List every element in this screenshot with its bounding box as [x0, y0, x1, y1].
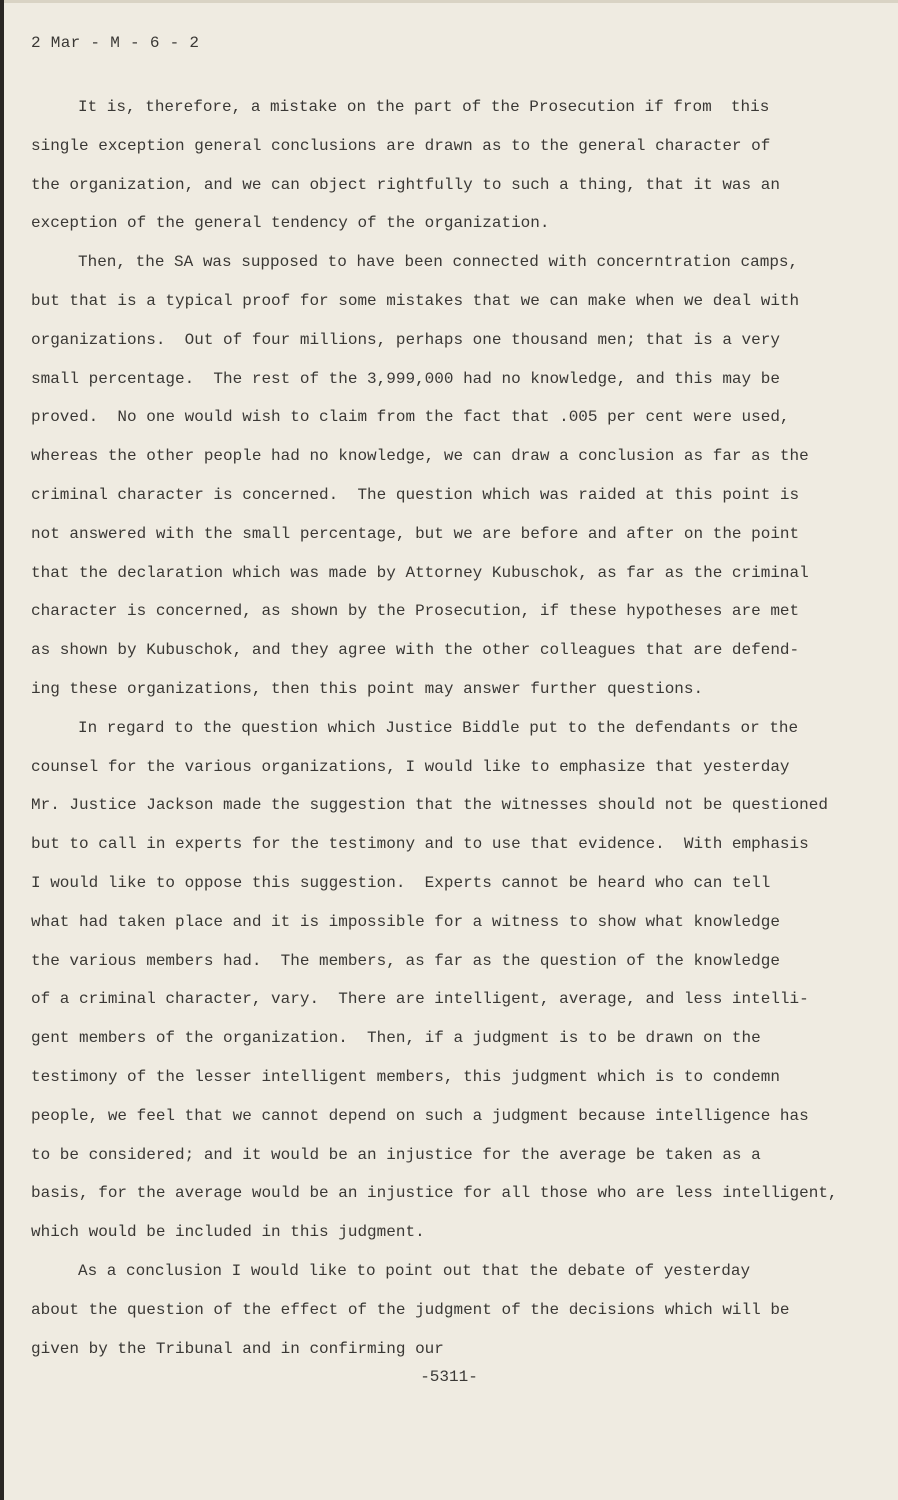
text-line: As a conclusion I would like to point out that the debate of yesterday — [78, 1261, 751, 1280]
text-line: counsel for the various organizations, I would like to emphasize that yesterday — [31, 757, 790, 776]
text-line: proved. No one would wish to claim from the fact that .005 per cent were used, — [31, 408, 790, 427]
text-line: small percentage. The rest of the 3,999,000 had no knowledge, and this may be — [31, 369, 780, 388]
text-line: Then, the SA was supposed to have been connected with concerntration camps, — [78, 253, 799, 272]
text-line: ing these organizations, then this point may answer further questions. — [31, 679, 704, 698]
text-line: I would like to oppose this suggestion. Experts cannot be heard who can tell — [31, 873, 771, 892]
document-body — [31, 88, 838, 1368]
text-line: basis, for the average would be an injustice for all those who are less intelligent, — [31, 1184, 838, 1203]
text-line: of a criminal character, vary. There are intelligent, average, and less intelli- — [31, 990, 809, 1009]
page-header-reference: 2 Mar - M - 6 - 2 — [31, 34, 200, 52]
text-line: the organization, and we can object rightfully to such a thing, that it was an — [31, 175, 780, 194]
text-line: Mr. Justice Jackson made the suggestion that the witnesses should not be questioned — [31, 796, 828, 815]
text-line: single exception general conclusions are drawn as to the general character of — [31, 136, 771, 155]
text-line: organizations. Out of four millions, perhaps one thousand men; that is a very — [31, 330, 780, 349]
page-left-edge — [0, 0, 4, 1500]
text-line: but that is a typical proof for some mistakes that we can make when we deal with — [31, 291, 800, 310]
text-line: testimony of the lesser intelligent members, this judgment which is to condemn — [31, 1067, 780, 1086]
text-line: but to call in experts for the testimony and to use that evidence. With emphasis — [31, 835, 809, 854]
text-line: not answered with the small percentage, but we are before and after on the point — [31, 524, 800, 543]
text-line: the various members had. The members, as far as the question of the knowledge — [31, 951, 780, 970]
text-line: In regard to the question which Justice Biddle put to the defendants or the — [78, 718, 799, 737]
page-top-edge — [0, 0, 898, 3]
page-number: -5311- — [420, 1368, 478, 1386]
text-line: about the question of the effect of the judgment of the decisions which will be — [31, 1300, 790, 1319]
text-line: criminal character is concerned. The question which was raided at this point is — [31, 485, 800, 504]
text-line: which would be included in this judgment. — [31, 1223, 425, 1242]
text-line: whereas the other people had no knowledge, we can draw a conclusion as far as the — [31, 447, 809, 466]
text-line: what had taken place and it is impossible for a witness to show what knowledge — [31, 912, 780, 931]
text-line: gent members of the organization. Then, if a judgment is to be drawn on the — [31, 1029, 761, 1048]
text-line: exception of the general tendency of the organization. — [31, 214, 550, 233]
text-line: given by the Tribunal and in confirming our — [31, 1339, 444, 1358]
text-line: as shown by Kubuschok, and they agree with the other colleagues that are defend- — [31, 641, 800, 660]
text-line: that the declaration which was made by Attorney Kubuschok, as far as the criminal — [31, 563, 809, 582]
text-line: character is concerned, as shown by the Prosecution, if these hypotheses are met — [31, 602, 800, 621]
text-line: It is, therefore, a mistake on the part of the Prosecution if from this — [78, 98, 770, 116]
text-line: people, we feel that we cannot depend on such a judgment because intelligence has — [31, 1106, 809, 1125]
text-line: to be considered; and it would be an injustice for the average be taken as a — [31, 1145, 761, 1164]
